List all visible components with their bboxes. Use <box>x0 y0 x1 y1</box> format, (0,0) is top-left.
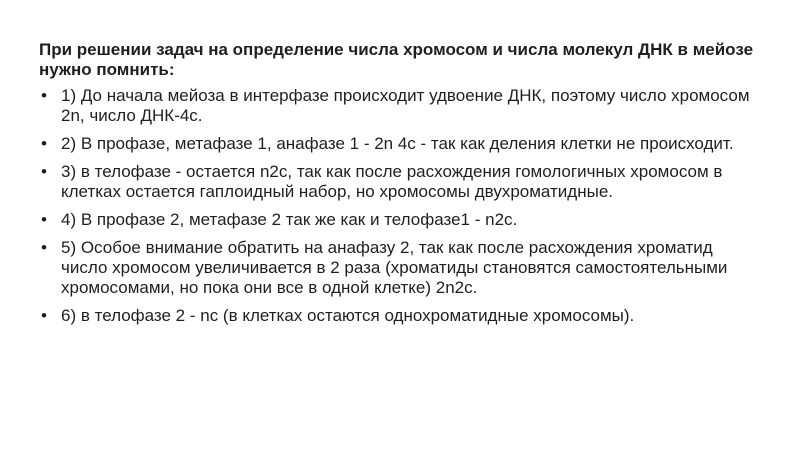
list-item <box>39 134 759 154</box>
bullet-marker: • <box>41 162 47 181</box>
bullet-marker: • <box>41 134 47 153</box>
bullet-marker: • <box>41 86 47 105</box>
list-item-text: 5) Особое внимание обратить на анафазу 2, так как после расхождения хроматид число хромосом увеличивается в 2 раза (хроматиды становятся самостоятельными хромосомами, но пока они все в одной клетке) 2n2c. <box>61 238 728 297</box>
slide-heading: При решении задач на определение числа хромосом и числа молекул ДНК в мейозе нужно помнить: <box>39 40 754 79</box>
list-item <box>39 86 759 126</box>
list-item-text: 4) В профазе 2, метафазе 2 так же как и телофазе1 - n2c. <box>61 210 518 229</box>
list-item-text: 6) в телофазе 2 - nc (в клетках остаются однохроматидные хромосомы). <box>61 306 635 325</box>
list-item <box>39 306 759 326</box>
bullet-marker: • <box>41 210 47 229</box>
bullet-marker: • <box>41 306 47 325</box>
list-item <box>39 210 759 230</box>
slide-content <box>39 40 759 334</box>
bullet-list <box>39 86 759 326</box>
list-item-text: 2) В профазе, метафазе 1, анафазе 1 - 2n 4c - так как деления клетки не происходит. <box>61 134 734 153</box>
list-item <box>39 238 759 298</box>
list-item-text: 3) в телофазе - остается n2c, так как после расхождения гомологичных хромосом в клетках остается гаплоидный набор, но хромосомы двухроматидные. <box>61 162 723 201</box>
list-item <box>39 162 759 202</box>
bullet-marker: • <box>41 238 47 257</box>
list-item-text: 1) До начала мейоза в интерфазе происходит удвоение ДНК, поэтому число хромосом 2n, число ДНК-4с. <box>61 86 750 125</box>
